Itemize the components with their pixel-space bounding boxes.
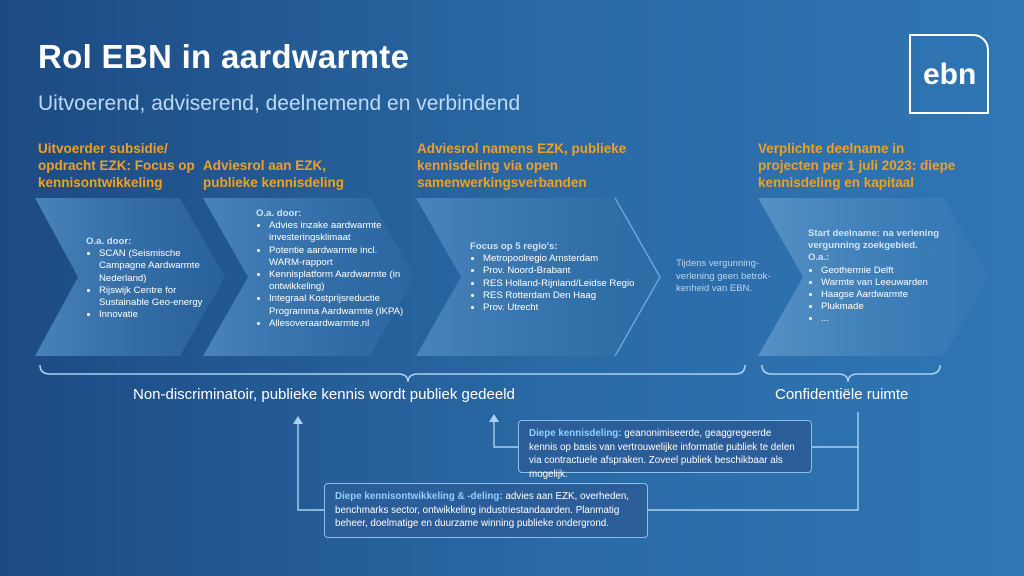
- chevron-4-sublabel: O.a.:: [808, 252, 830, 264]
- brace-left: [40, 365, 745, 382]
- list-item: • Geothermie Delft: [821, 265, 968, 277]
- arrowhead-upper: [489, 414, 499, 422]
- list-item: • Haagse Aardwarmte: [821, 289, 968, 301]
- list-item: • Advies inzake aardwarmte investeringsklimaat: [269, 220, 406, 244]
- list-item: • Metropoolregio Amsterdam: [483, 253, 645, 265]
- column-4-heading: Verplichte deelname in projecten per 1 juli 2023: diepe kennisdeling en kapitaal: [758, 141, 956, 190]
- brace-right: [762, 365, 940, 382]
- column-3-heading: Adviesrol namens EZK, publieke kennisdeling via open samenwerkingsverbanden: [417, 141, 627, 190]
- connector-upper: [812, 412, 858, 447]
- list-item: • Integraal Kostprijsreductie Programma Aardwarmte (IKPA): [269, 293, 406, 317]
- info-box-deep-sharing-title: Diepe kennisdeling:: [529, 428, 622, 439]
- list-item: • Allesoveraardwarmte.nl: [269, 318, 406, 330]
- chevron-4-content: [808, 228, 968, 326]
- chevron-1-label: O.a. door:: [86, 236, 132, 247]
- brace-left-label: Non-discriminatoir, publieke kennis wordt publiek gedeeld: [133, 386, 515, 403]
- list-item: • SCAN (Seismische Campagne Aardwarmte Nederland): [99, 248, 216, 285]
- chevron-2-content: [256, 208, 406, 330]
- list-item: • Prov. Noord-Brabant: [483, 265, 645, 277]
- list-item: • Potentie aardwarmte incl. WARM-rapport: [269, 245, 406, 269]
- info-box-deep-development-title: Diepe kennisontwikkeling & -deling:: [335, 491, 503, 502]
- list-item: • Warmte van Leeuwarden: [821, 277, 968, 289]
- list-item: • RES Rotterdam Den Haag: [483, 290, 645, 302]
- logo-text: ebn: [923, 58, 977, 91]
- ebn-logo: [909, 34, 989, 114]
- middle-note: Tijdens vergunning-verlening geen betrok-kenheid van EBN.: [676, 258, 771, 294]
- column-1-heading: Uitvoerder subsidie/ opdracht EZK: Focus op kennisontwikkeling: [38, 141, 195, 190]
- info-box-deep-development-text: advies aan EZK, overheden, benchmarks sector, ontwikkeling industriestandaarden. Planmatig beheer, doelmatige en duurzame winning publieke ondergrond.: [335, 491, 630, 529]
- info-box-deep-development: [324, 483, 648, 538]
- list-item: • Prov. Utrecht: [483, 302, 645, 314]
- list-item: • Rijswijk Centre for Sustainable Geo-energy: [99, 285, 216, 309]
- list-item: • Kennisplatform Aardwarmte (in ontwikkeling): [269, 269, 406, 293]
- connector-lower-arrow: [298, 422, 324, 510]
- chevron-2-label: O.a. door:: [256, 208, 302, 219]
- chevron-1-content: [86, 236, 216, 321]
- chevron-3-label: Focus op 5 regio's:: [470, 241, 558, 252]
- info-box-deep-sharing: [518, 420, 812, 480]
- arrowhead-lower: [293, 416, 303, 424]
- list-item: • ...: [821, 313, 968, 325]
- chevron-3-content: [470, 241, 645, 314]
- list-item: • Plukmade: [821, 301, 968, 313]
- brace-right-label: Confidentiële ruimte: [775, 386, 909, 403]
- list-item: • RES Holland-Rijnland/Leidse Regio: [483, 278, 645, 290]
- connector-upper-arrow: [494, 420, 518, 447]
- info-box-deep-sharing-text: geanonimiseerde, geaggregeerde kennis op basis van vertrouwelijke informatie publiek te delen via contractuele afspraken. Zoveel publiek beschikbaar als mogelijk.: [529, 428, 795, 480]
- chevron-4-label: Start deelname: na verlening vergunning zoekgebied.: [808, 228, 940, 252]
- column-2-heading: Adviesrol aan EZK, publieke kennisdeling: [203, 158, 345, 190]
- list-item: • Innovatie: [99, 309, 216, 321]
- page-title: Rol EBN in aardwarmte: [38, 38, 410, 75]
- page-subtitle: Uitvoerend, adviserend, deelnemend en verbindend: [38, 92, 521, 115]
